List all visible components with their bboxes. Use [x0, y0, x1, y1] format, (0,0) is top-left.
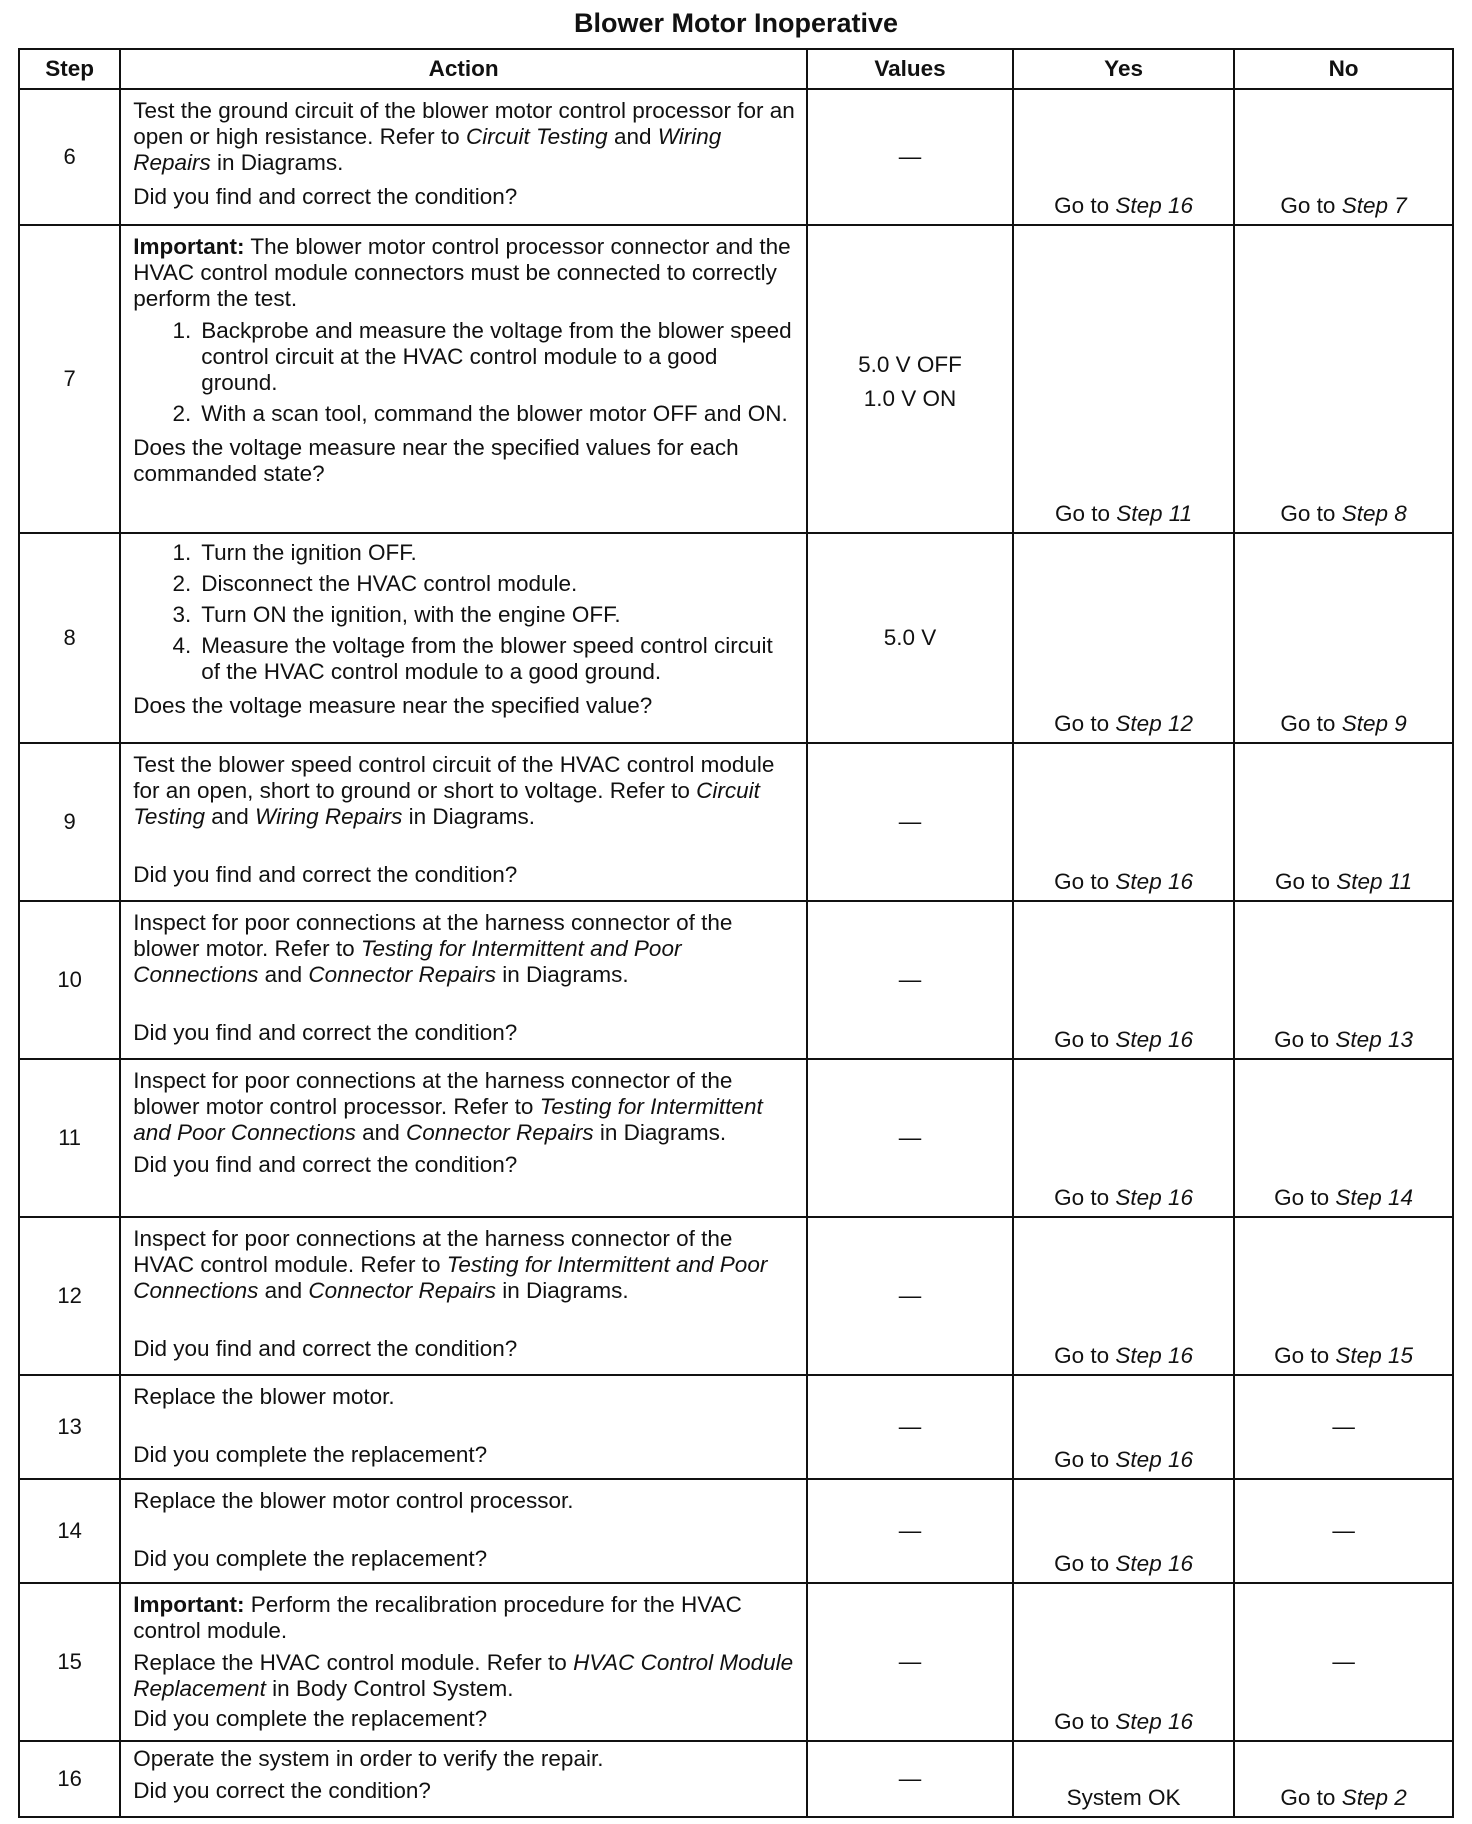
action-cell [120, 533, 807, 743]
action-cell [120, 743, 807, 901]
yes-cell: Go to Step 16 [1013, 89, 1234, 225]
header-no: No [1234, 49, 1453, 89]
reference-link: Wiring Repairs [133, 124, 722, 175]
action-cell [120, 225, 807, 533]
no-cell: Go to Step 14 [1234, 1059, 1453, 1217]
action-question: Did you find and correct the condition? [133, 862, 518, 887]
action-question: Did you complete the replacement? [133, 1706, 488, 1731]
values-cell: 5.0 V [807, 533, 1013, 743]
action-cell [120, 1583, 807, 1741]
no-cell: Go to Step 8 [1234, 225, 1453, 533]
no-cell: — [1234, 1583, 1453, 1741]
reference-link: Testing for Intermittent and Poor Connections [133, 1094, 763, 1145]
action-question: Did you find and correct the condition? [133, 1020, 518, 1045]
action-question: Did you correct the condition? [133, 1778, 431, 1803]
action-question: Did you complete the replacement? [133, 1442, 488, 1467]
table-row [19, 1217, 1453, 1375]
no-cell: — [1234, 1375, 1453, 1479]
page-title: Blower Motor Inoperative [573, 8, 899, 38]
action-cell [120, 89, 807, 225]
table-row [19, 743, 1453, 901]
important-note: Important: Perform the recalibration procedure for the HVAC control module. [133, 1592, 742, 1643]
values-cell: — [807, 89, 1013, 225]
action-cell [120, 1479, 807, 1583]
list-item: 3. Turn ON the ignition, with the engine OFF. [172, 602, 621, 627]
values-cell: — [807, 1583, 1013, 1741]
step-number: 13 [19, 1375, 120, 1479]
step-number: 9 [19, 743, 120, 901]
header-yes: Yes [1013, 49, 1234, 89]
action-question: Does the voltage measure near the specified values for each commanded state? [133, 435, 739, 486]
values-cell: — [807, 1375, 1013, 1479]
yes-cell: Go to Step 16 [1013, 1583, 1234, 1741]
list-item: 2. With a scan tool, command the blower motor OFF and ON. [172, 401, 788, 426]
procedure-list [133, 318, 796, 427]
table-row [19, 89, 1453, 225]
no-cell: Go to Step 7 [1234, 89, 1453, 225]
values-cell: — [807, 1059, 1013, 1217]
action-text: Inspect for poor connections at the harness connector of the blower motor. Refer to Testing for Intermittent and Poor Connections and Connector Repairs in Diagrams. [133, 910, 733, 987]
no-cell: — [1234, 1479, 1453, 1583]
action-question: Did you complete the replacement? [133, 1546, 488, 1571]
table-row [19, 1479, 1453, 1583]
yes-cell: Go to Step 12 [1013, 533, 1234, 743]
yes-cell: Go to Step 16 [1013, 743, 1234, 901]
action-cell [120, 1741, 807, 1817]
values-cell: 5.0 V OFF 1.0 V ON [807, 225, 1013, 533]
reference-link: Wiring Repairs [255, 804, 403, 829]
action-text: Operate the system in order to verify the repair. [133, 1746, 604, 1771]
table-row [19, 901, 1453, 1059]
yes-cell: Go to Step 11 [1013, 225, 1234, 533]
step-number: 7 [19, 225, 120, 533]
step-number: 6 [19, 89, 120, 225]
list-item: 1. Backprobe and measure the voltage from the blower speed control circuit at the HVAC control module to a good ground. [172, 318, 792, 395]
action-question: Did you find and correct the condition? [133, 1336, 518, 1361]
yes-cell: Go to Step 16 [1013, 901, 1234, 1059]
yes-cell: Go to Step 16 [1013, 1375, 1234, 1479]
reference-link: Connector Repairs [308, 1278, 497, 1303]
values-cell: — [807, 743, 1013, 901]
reference-link: Circuit Testing [133, 778, 760, 829]
values-cell: — [807, 901, 1013, 1059]
list-item: 2. Disconnect the HVAC control module. [172, 571, 578, 596]
values-cell: — [807, 1741, 1013, 1817]
table-header-row [19, 49, 1453, 89]
header-step: Step [19, 49, 120, 89]
action-question: Did you find and correct the condition? [133, 1152, 518, 1177]
step-number: 8 [19, 533, 120, 743]
yes-cell: Go to Step 16 [1013, 1479, 1234, 1583]
action-text: Replace the HVAC control module. Refer to HVAC Control Module Replacement in Body Control System. [133, 1650, 794, 1701]
action-text: Inspect for poor connections at the harness connector of the HVAC control module. Refer to Testing for Intermittent and Poor Connections and Connector Repairs in Diagrams. [133, 1226, 768, 1303]
table-row [19, 1741, 1453, 1817]
step-number: 16 [19, 1741, 120, 1817]
reference-link: Testing for Intermittent and Poor Connections [133, 1252, 768, 1303]
action-question: Did you find and correct the condition? [133, 184, 518, 209]
diagnostic-table [18, 48, 1454, 1818]
reference-link: Circuit Testing [465, 124, 608, 149]
procedure-list [133, 540, 796, 685]
no-cell: Go to Step 15 [1234, 1217, 1453, 1375]
action-cell [120, 1217, 807, 1375]
reference-link: Connector Repairs [405, 1120, 594, 1145]
action-text: Test the ground circuit of the blower motor control processor for an open or high resistance. Refer to Circuit Testing and Wiring Repairs in Diagrams. [133, 98, 795, 175]
step-number: 11 [19, 1059, 120, 1217]
values-cell: — [807, 1217, 1013, 1375]
list-item: 4. Measure the voltage from the blower speed control circuit of the HVAC control module to a good ground. [172, 633, 773, 684]
step-number: 10 [19, 901, 120, 1059]
action-text: Replace the blower motor. [133, 1384, 395, 1409]
no-cell: Go to Step 11 [1234, 743, 1453, 901]
table-row [19, 1375, 1453, 1479]
step-number: 14 [19, 1479, 120, 1583]
header-action: Action [120, 49, 807, 89]
yes-cell: System OK [1013, 1741, 1234, 1817]
step-number: 12 [19, 1217, 120, 1375]
action-text: Inspect for poor connections at the harness connector of the blower motor control processor. Refer to Testing for Intermittent and Poor Connections and Connector Repairs in Diagrams. [133, 1068, 763, 1145]
table-row [19, 225, 1453, 533]
reference-link: Connector Repairs [308, 962, 497, 987]
no-cell: Go to Step 9 [1234, 533, 1453, 743]
important-note: Important: The blower motor control processor connector and the HVAC control module connectors must be connected to correctly perform the test. [133, 234, 791, 311]
table-row [19, 533, 1453, 743]
action-question: Does the voltage measure near the specified value? [133, 693, 653, 718]
action-cell [120, 1375, 807, 1479]
yes-cell: Go to Step 16 [1013, 1059, 1234, 1217]
list-item: 1. Turn the ignition OFF. [172, 540, 417, 565]
action-cell [120, 1059, 807, 1217]
action-text: Replace the blower motor control processor. [133, 1488, 574, 1513]
no-cell: Go to Step 13 [1234, 901, 1453, 1059]
reference-link: HVAC Control Module Replacement [133, 1650, 794, 1701]
action-cell [120, 901, 807, 1059]
header-values: Values [807, 49, 1013, 89]
values-cell: — [807, 1479, 1013, 1583]
table-row [19, 1059, 1453, 1217]
reference-link: Testing for Intermittent and Poor Connections [133, 936, 682, 987]
table-row [19, 1583, 1453, 1741]
action-text: Test the blower speed control circuit of the HVAC control module for an open, short to ground or short to voltage. Refer to Circuit Testing and Wiring Repairs in Diagrams. [133, 752, 775, 829]
no-cell: Go to Step 2 [1234, 1741, 1453, 1817]
yes-cell: Go to Step 16 [1013, 1217, 1234, 1375]
step-number: 15 [19, 1583, 120, 1741]
